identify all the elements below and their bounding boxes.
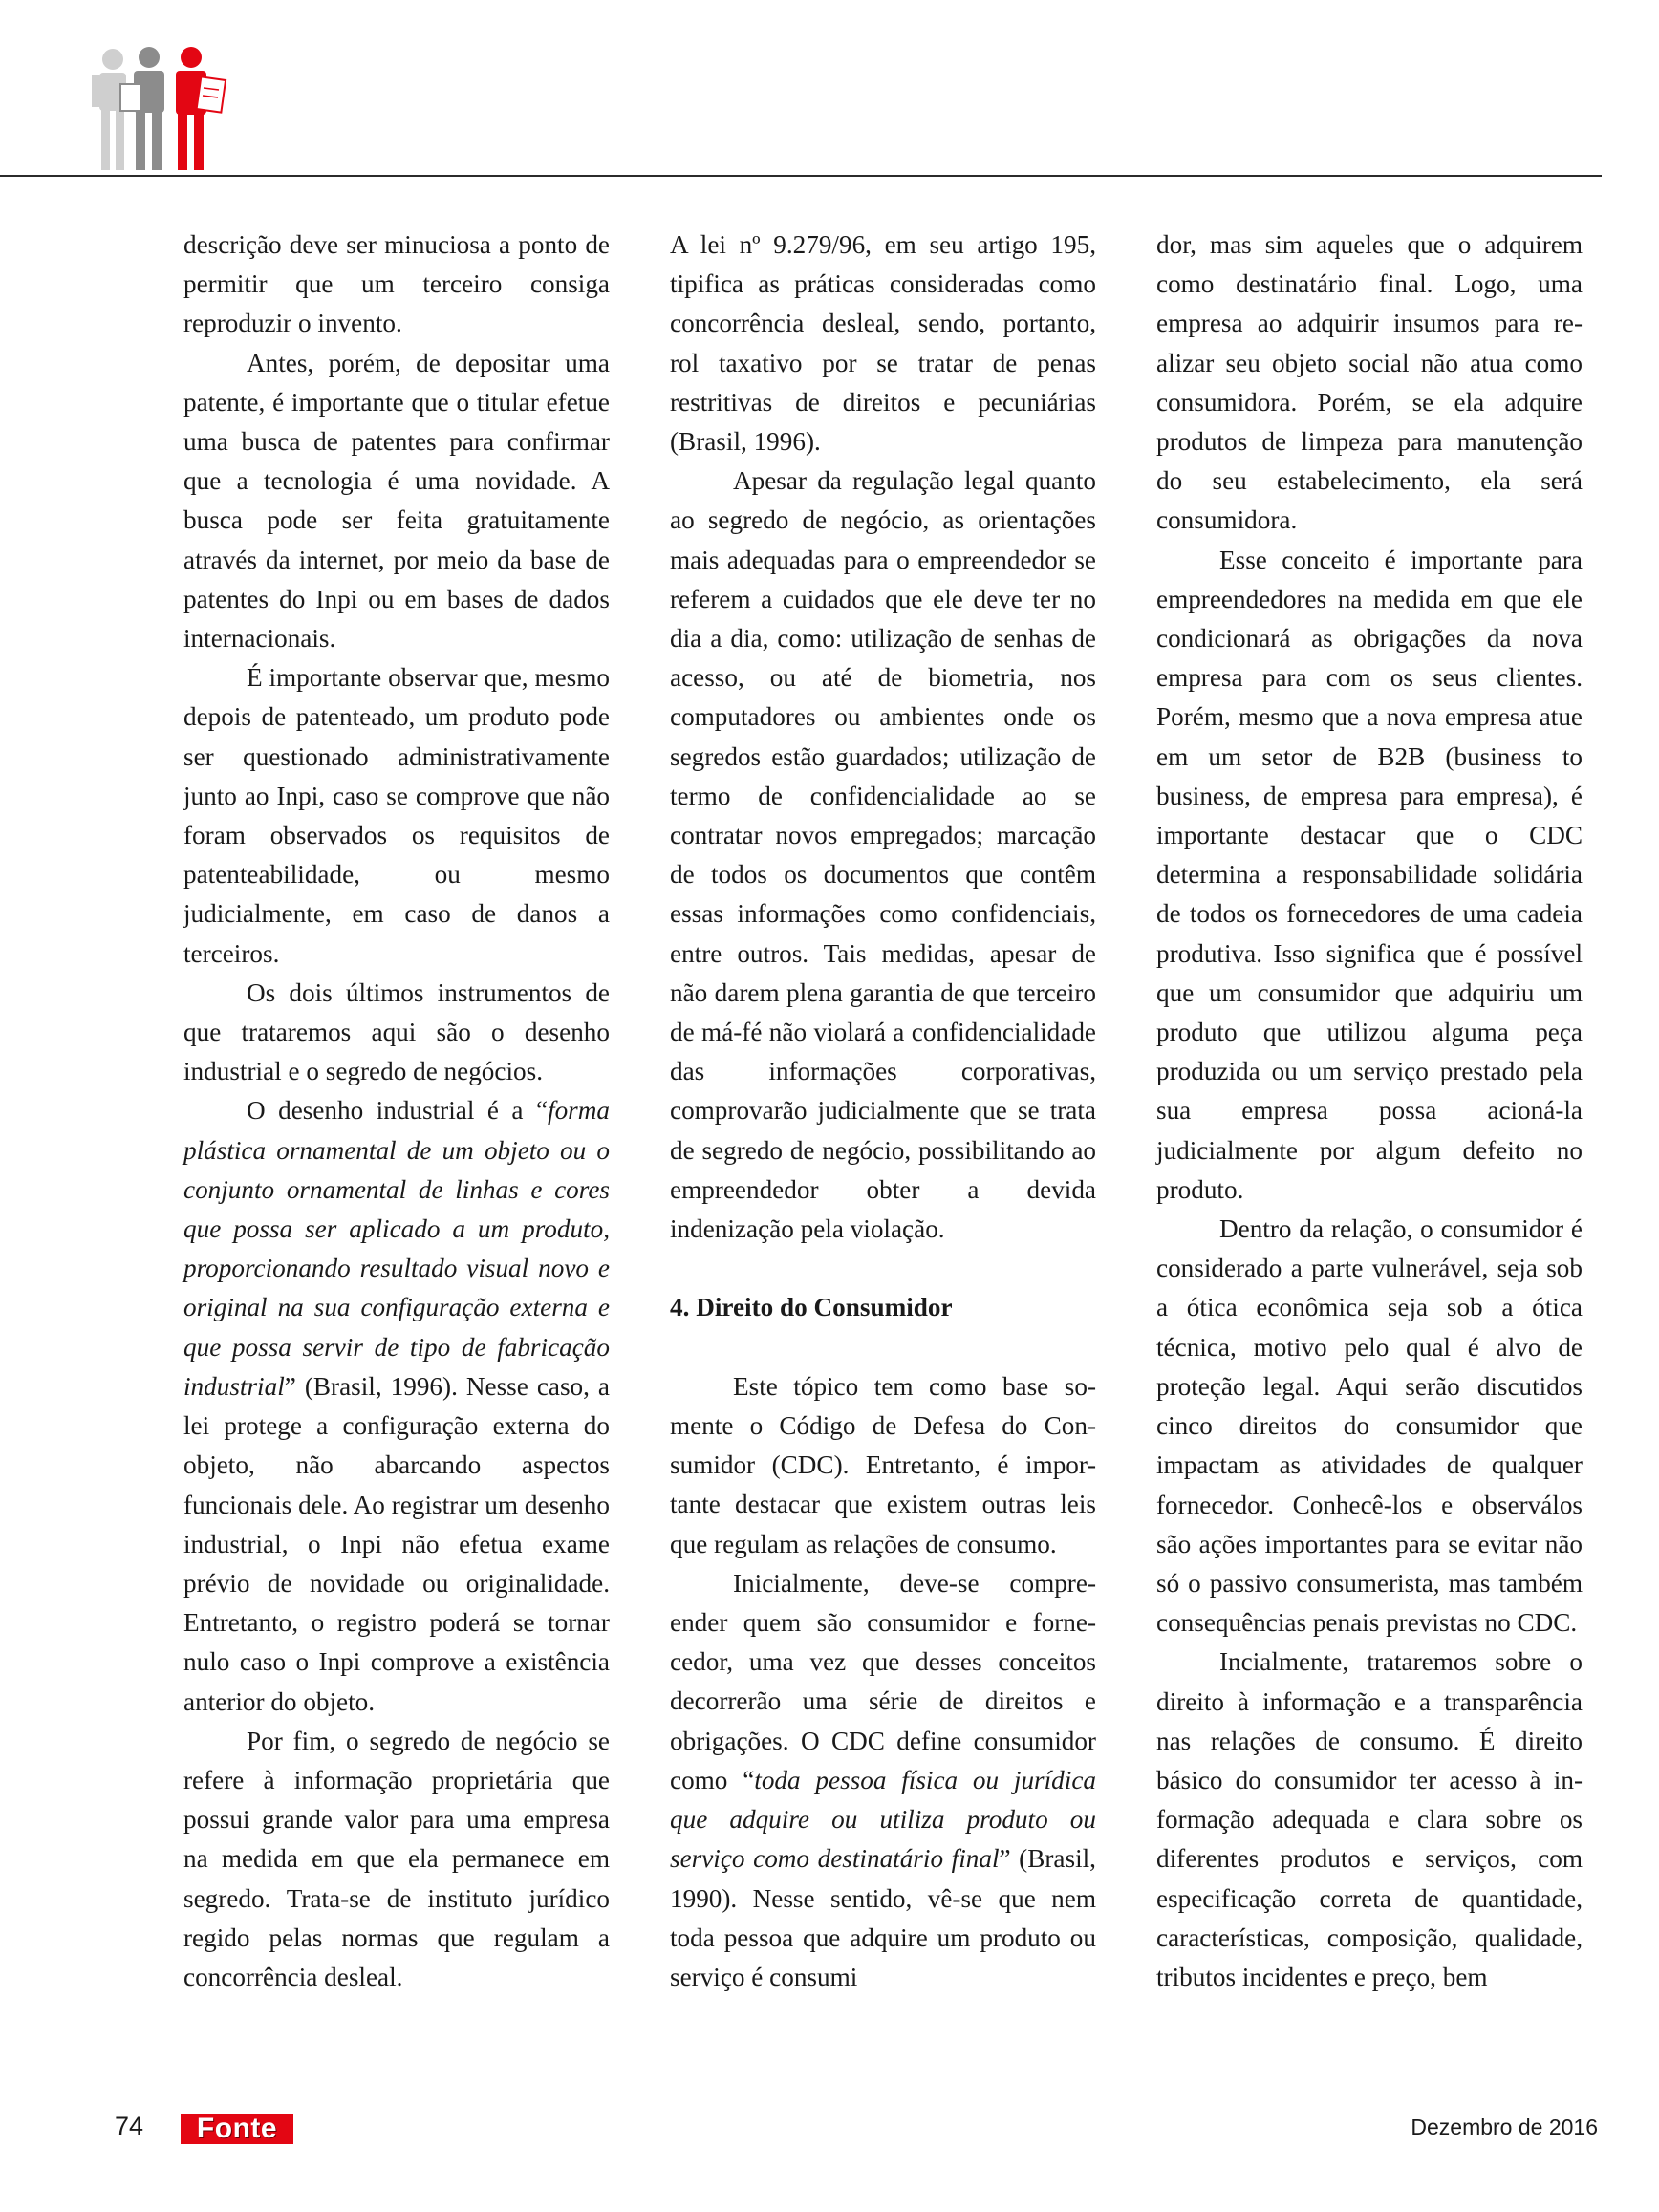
magazine-logo: Fonte <box>181 2114 293 2144</box>
paragraph: Antes, porém, de depositar uma patente, é importante que o titular efetue uma busca de patentes para confirmar que a tecnologia é uma novidade. A busca pode ser feita gratuitamente através da internet, por meio da base de patentes do Inpi ou em bases de dados internacionais. <box>183 348 610 654</box>
text-run: ” (Brasil, 1996). Nesse caso, a lei protege a configuração externa do objeto, não abarcando aspectos funcionais dele. Ao registrar um desenho industrial, o Inpi não efetua exame prévio de novidade ou originalidade. Entretanto, o registro poderá se tornar nulo caso o Inpi comprove a existência anterior do objeto. <box>183 1371 610 1716</box>
paragraph: Incialmente, trataremos sobre o direito à informação e a transparência nas relações de consumo. É direito básico do consumidor ter acesso à informação adequada e clara sobre os diferentes produtos e serviços, com especificação correta de quantidade, características, composição, qualidade, tributos incidentes e preço, bem <box>1156 1647 1583 1991</box>
text-column-1 <box>183 225 610 1997</box>
paragraph: Por fim, o segredo de negócio se refere à informação proprietária que possui grande valor para uma empresa na medida em que ela permanece em segredo. Trata-se de instituto jurídico regido pelas normas que regulam a concorrência desleal. <box>183 1726 610 1991</box>
italic-quote: toda pessoa física ou jurídica que adquire ou utiliza produto ou serviço como destinatário final <box>670 1765 1096 1874</box>
paragraph: Os dois últimos instrumentos de que trataremos aqui são o desenho industrial e o segredo de negócios. <box>183 977 610 1086</box>
paragraph: dor, mas sim aqueles que o adquirem como destinatário final. Logo, uma empresa ao adquirir insumos para realizar seu objeto social não atua como consumidora. Porém, se ela adquire produtos de limpeza para manutenção do seu estabelecimento, ela será consumidora. <box>1156 230 1583 535</box>
paragraph: Dentro da relação, o consumidor é considerado a parte vulnerável, seja sob a ótica econômica seja sob a ótica técnica, motivo pelo qual é alvo de proteção legal. Aqui serão discutidos cinco direitos do consumidor que impactam as atividades de qualquer fornecedor. Conhecê-los e observálos são ações importantes para se evitar não só o passivo consumerista, mas também consequências penais previstas no CDC. <box>1156 1214 1583 1638</box>
page-number: 74 <box>115 2112 144 2140</box>
text-run: Inicialmente, deve-se compreender quem são consumidor e fornecedor, uma vez que desses conceitos decorrerão uma série de direitos e obrigações. O CDC define consumidor como “ <box>670 1568 1096 1794</box>
paragraph: Esse conceito é importante para empreendedores na medida em que ele condicionará as obrigações da nova empresa para com os seus clientes. Porém, mesmo que a nova empresa atue em um setor de B2B (business to business, de empresa para empresa), é importante destacar que o CDC determina a responsabilidade solidária de todos os fornecedores de uma cadeia produtiva. Isso significa que é possível que um consumidor que adquiriu um produto que utilizou alguma peça produzida ou um serviço prestado pela sua empresa possa acioná-la judicialmente por algum defeito no produto. <box>1156 545 1583 1204</box>
issue-date: Dezembro de 2016 <box>1411 2115 1598 2139</box>
people-group-icon <box>92 46 235 176</box>
text-column-3 <box>1156 225 1583 1997</box>
paragraph <box>670 1564 1096 1997</box>
paragraph <box>183 1091 610 1721</box>
paragraph: É importante observar que, mesmo depois de patenteado, um produto pode ser questionado administrativamente junto ao Inpi, caso se comprove que não foram observados os requisitos de patenteabilidade, ou mesmo judicialmente, em caso de danos a terceiros. <box>183 663 610 968</box>
text-column-2 <box>670 225 1096 1997</box>
section-heading: 4. Direito do Consumidor <box>670 1293 953 1322</box>
paragraph: descrição deve ser minuciosa a ponto de permitir que um terceiro consiga reproduzir o invento. <box>183 230 610 338</box>
italic-quote: forma plástica ornamental de um objeto ou o conjunto ornamental de linhas e cores que possa ser aplicado a um produto, proporcionando resultado visual novo e original na sua configuração externa e que possa servir de tipo de fabricação industrial <box>183 1096 610 1401</box>
header-rule <box>0 175 1602 177</box>
paragraph: Este tópico tem como base somente o Código de Defesa do Consumidor (CDC). Entretanto, é importante destacar que existem outras leis que regulam as relações de consumo. <box>670 1371 1096 1558</box>
paragraph: A lei nº 9.279/96, em seu artigo 195, tipifica as práticas consideradas como concorrência desleal, sendo, portanto, rol taxativo por se tratar de penas restritivas de direitos e pecuniárias (Brasil, 1996). <box>670 230 1096 457</box>
paragraph: Apesar da regulação legal quanto ao segredo de negócio, as orientações mais adequadas para o empreendedor se referem a cuidados que ele deve ter no dia a dia, como: utilização de senhas de acesso, ou até de biometria, nos computadores ou ambientes onde os segredos estão guardados; utilização de termo de confidencialidade ao se contratar novos empregados; marcação de todos os documentos que contêm essas informações como confidenciais, entre outros. Tais medidas, apesar de não darem plena garantia de que terceiro de má-fé não violará a confidencialidade das informações corporativas, comprovarão judicialmente que se trata de segredo de negócio, possibilitando ao empreendedor obter a devida indenização pela violação. <box>670 466 1096 1244</box>
text-run: ” (Brasil, 1990). Nesse sentido, vê-se que nem toda pessoa que adquire um produto ou serviço é consumi <box>670 1844 1096 1991</box>
text-run: O desenho industrial é a “ <box>247 1096 549 1126</box>
